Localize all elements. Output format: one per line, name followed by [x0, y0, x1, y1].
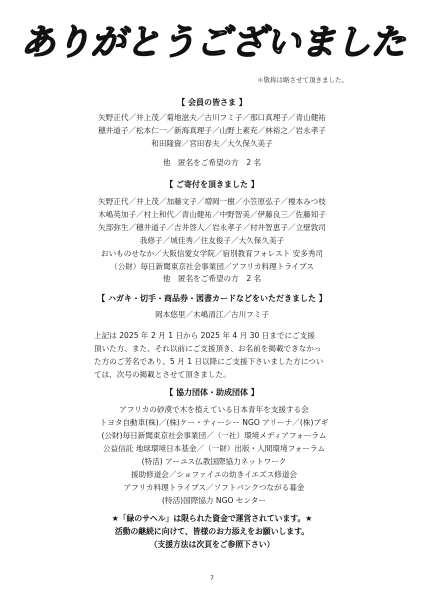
- cards-names: 岡本悠里／木嶋清江／古川フミ子: [155, 310, 269, 319]
- members-list: [80, 111, 344, 150]
- donor-line: 矢野正代／井上茂／加藤文子／増岡一樹／小笠原弘子／榎本みつ枝: [98, 197, 326, 206]
- cards-heading: 【 ハガキ・切手・商品券・図書カードなどをいただきました 】: [97, 294, 327, 303]
- closing-line: （支援方法は次頁をご参照下さい）: [149, 540, 275, 549]
- period-paragraph: [94, 329, 352, 381]
- donor-line: 矢部弥生／穂井道子／吉井啓人／岩永孝子／村井智恵子／立壁敦司: [98, 223, 326, 232]
- partners-list: [74, 403, 354, 507]
- honorific-note: ＊敬称は略させて頂きました。: [257, 76, 348, 84]
- partner-line: アフリカ料理トライブス／ソフトバンクつながる募金: [123, 483, 305, 492]
- partner-line: (公財)毎日新聞東京社会事業団／（一社）環境メディアフォーラム: [101, 431, 327, 440]
- member-line: 穂井道子／松本仁一／新海真理子／山野上素充／林裕之／岩永孝子: [98, 126, 326, 135]
- donor-line: 我修子／城佳秀／住友俊子／大久保久美子: [139, 236, 285, 245]
- donor-line: おいものせなか／大阪信愛女学院／宿別教育フォレスト 安多秀司: [100, 249, 324, 258]
- paragraph-line: 頂いた方、また、それ以前にご支援頂き、お名前を掲載できなかっ: [94, 344, 322, 353]
- partner-line: トヨタ自動車(株)／(株)ケー・ティーシー NGO アリーナ／(株)ブギ: [99, 418, 329, 427]
- members-anonymous: 他 匿名をご希望の方 2 名: [162, 158, 262, 167]
- closing-line: 活動の継続に向けて、皆様のお力添えをお願いします。: [114, 527, 310, 536]
- closing-message: [0, 512, 424, 551]
- paragraph-line: ては、次号の掲載とさせて頂きました。: [94, 370, 231, 379]
- donor-line: （公財）毎日新聞東京社会事業団／アフリカ料理トライブス: [110, 262, 314, 271]
- page-number: 7: [209, 574, 215, 582]
- member-line: 矢野正代／井上茂／菊地滋夫／古川フミ子／那口真理子／青山健祐: [98, 113, 326, 122]
- donor-line: 木嶋英加子／村上和代／青山健祐／中野智美／伊藤良三／佐藤知子: [98, 210, 326, 219]
- closing-line: ★「緑のサヘル」は限られた資金で運営されています。★: [111, 514, 313, 523]
- partner-line: アフリカの砂漠で木を植えている日本青年を支援する会: [119, 405, 309, 414]
- donations-anonymous: 他 匿名をご希望の方 2 名: [162, 274, 262, 283]
- partner-line: (特活)国際協力 NGO センター: [162, 496, 266, 505]
- partner-line: 援助修道会／ショファイユの幼きイエズス修道会: [130, 470, 298, 479]
- paragraph-line: た方のご芳名であり、5 月 1 日以降にご支援下さいました方につい: [94, 357, 324, 366]
- thank-you-title: [20, 14, 406, 66]
- partner-line: (特活) アーユス仏教国際協力ネットワーク: [141, 457, 287, 466]
- paragraph-line: 上記は 2025 年 2 月 1 日から 2025 年 4 月 30 日までにご支援: [94, 331, 315, 340]
- donations-list: [80, 195, 344, 273]
- partner-line: 公益信託 地球環境日本基金／（一財）出版・人間環境フォーラム: [102, 444, 326, 453]
- member-line: 和田隆資／宮田春夫／大久保久美子: [151, 139, 273, 148]
- partners-heading: 【 協力団体・助成団体 】: [165, 388, 259, 397]
- donations-heading: 【 ご寄付を頂きました 】: [165, 180, 259, 189]
- members-heading: 【 会員の皆さま 】: [177, 98, 247, 107]
- title-text: ありがとうございました: [20, 23, 406, 63]
